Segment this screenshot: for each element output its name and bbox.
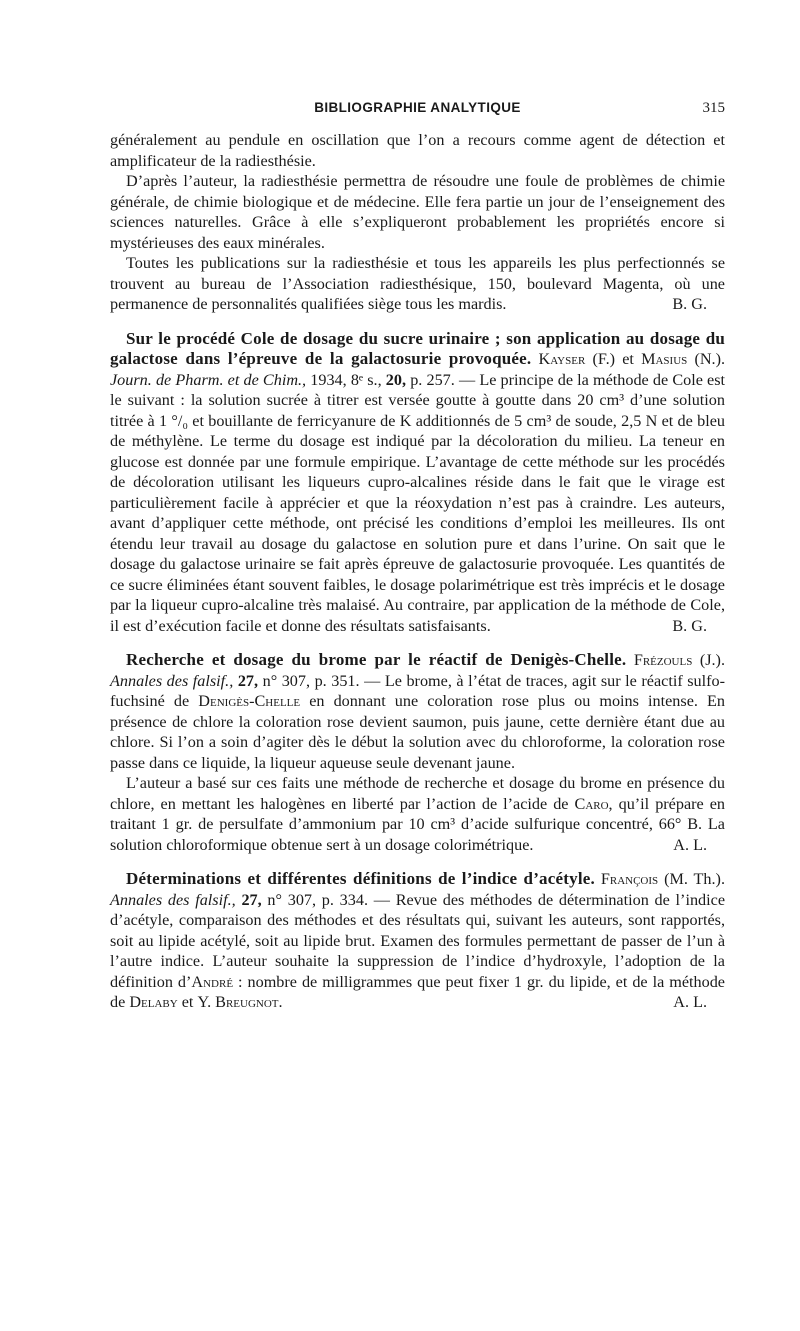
volume-number: 27, (241, 890, 262, 909)
author-name: Frézouls (633, 651, 693, 669)
page-number: 315 (702, 100, 725, 116)
volume-number: 20, (385, 370, 407, 389)
article-body: en donnant une coloration rose plus ou moins intense. En présence de chlore la coloration rose devient saumon, puis jaune, cette dernière étant due au chlore. Si l’on a soin d’agiter dès le début la solution avec du chloroforme, la coloration rose passe dans ce liquide, la liqueur aqueuse seule devenant jaune. (110, 692, 726, 772)
author-initials: (M. Th.). (664, 870, 725, 888)
conjunction: et (181, 993, 194, 1011)
article-body: L’auteur a basé sur ces faits une méthode de recherche et dosage du brome en présence du chlore, en mettant les halogènes en liberté par l’action de l’acide de (110, 774, 725, 813)
article-cole (110, 329, 725, 637)
journal-name: Annales des falsif., (110, 890, 236, 909)
author-initials: (F.) (592, 350, 616, 368)
reference-name: Delaby (129, 993, 178, 1011)
article-signature: A. L. (673, 993, 707, 1011)
intro-signature: B. G. (672, 295, 707, 313)
article-body: Le brome, à l’état de traces, agit sur le réactif sulfo-fuchsiné de (110, 671, 726, 710)
page-ref: p. 257. — (410, 370, 476, 389)
page-header (110, 100, 725, 122)
article-brome-paragraph-1 (110, 650, 725, 773)
journal-name: Annales des falsif., (110, 671, 234, 690)
article-acetyle (110, 869, 725, 1013)
reference-name: Denigès-Chelle (198, 692, 301, 710)
intro-paragraph-2: D’après l’auteur, la radiesthésie permettra de résoudre une foule de problèmes de chimie générale, de chimie biologique et de médecine. Elle fera partie un jour de l’enseignement des sciences naturelles. Grâce à elle s’expliqueront probablement les propriétés encore si mystérieuses des eaux minérales. (110, 172, 725, 252)
reference-name: Caro (574, 794, 609, 813)
page-body (110, 130, 725, 1013)
author-name: François (600, 870, 659, 888)
article-cole-paragraph (110, 329, 725, 637)
volume-number: 27, (237, 671, 259, 690)
article-title: Recherche et dosage du brome par le réactif de Denigès-Chelle. (126, 650, 627, 669)
article-title: Déterminations et différentes définitions de l’indice d’acétyle. (126, 869, 595, 888)
article-body: , qu’il prépare en traitant 1 gr. de persulfate d’ammonium par 10 cm³ d’acide sulfurique concentré, 66° B. La solution chloroformique obtenue sert à un dosage colorimétrique. (110, 794, 726, 854)
intro-section (110, 130, 725, 315)
page-ref: n° 307, p. 351. — (262, 671, 381, 690)
journal-name: Journ. de Pharm. et de Chim., (110, 370, 307, 389)
article-body: Revue des méthodes de détermination de l’indice d’acétyle, comparaison des méthodes et des résultats qui, suivant les auteurs, sont rapportés, soit au lipide acétylé, soit au lipide brut. Examen des formules permettant de passer de l’un à l’autre indice. L’auteur souhaite la suppression de l’indice d’hydroxyle, l’adoption de la définition d’ (110, 890, 725, 991)
running-title: BIBLIOGRAPHIE ANALYTIQUE (314, 100, 521, 115)
article-body: : nombre de milligrammes que peut fixer 1 gr. du lipide, et de la méthode de (110, 972, 725, 1011)
article-signature: B. G. (672, 616, 707, 635)
article-body: Le principe de la méthode de Cole est le suivant : la solution sucrée à titrer est versée goutte à goutte dans 20 cm³ d’une solution titrée à 1 °/₀ et bouillante de ferricyanure de K additionnés de 5 cm³ de soude, 2,5 N et de bleu de méthylène. Le terme du dosage est indiqué par la décoloration du milieu. La teneur en glucose est donnée par une formule empirique. L’avantage de cette méthode sur les procédés de décoloration utilisant les liqueurs cupro-alcalines réside dans le fait que le virage est particulièrement facile à apprécier et que la réoxydation n’est pas à craindre. Les auteurs, avant d’appliquer cette méthode, ont précisé les conditions d’emploi les meilleures. Ils ont étendu leur travail au dosage du galactose en solution pure et dans l’urine. On sait que le dosage du galactose urinaire se fait après épreuve de galactosurie provoquée. Les quantités de ce sucre éliminées étant souvent faibles, le dosage polarimétrique est très imprécis et le dosage par la liqueur cupro-alcaline très malaisé. Au contraire, par application de la méthode de Cole, il est d’exécution facile et donne des résultats satisfaisants. (110, 370, 726, 635)
year-series: 1934, 8ᵉ s., (310, 370, 382, 389)
author-name: Kayser (538, 350, 586, 368)
author-name: Masius (641, 350, 688, 368)
article-brome (110, 650, 725, 855)
article-signature: A. L. (673, 835, 707, 854)
article-title: Sur le procédé Cole de dosage du sucre urinaire ; son application au dosage du galactose dans l’épreuve de la galactosurie provoquée. (110, 328, 725, 368)
conjunction: et (622, 350, 634, 368)
article-acetyle-paragraph (110, 869, 725, 1013)
author-initials: (J.). (699, 651, 725, 669)
reference-name: André (191, 972, 234, 991)
reference-name: Y. Breugnot. (197, 993, 283, 1011)
intro-paragraph-1: généralement au pendule en oscillation que l’on a recours comme agent de détection et amplificateur de la radiesthésie. (110, 131, 725, 170)
page-ref: n° 307, p. 334. — (267, 890, 390, 909)
intro-paragraph-3: Toutes les publications sur la radiesthésie et tous les appareils les plus perfectionnés se trouvent au bureau de l’Association radiesthésique, 150, boulevard Magenta, où une permanence de personnalités qualifiées siège tous les mardis. (110, 254, 725, 313)
author-initials: (N.). (694, 350, 726, 368)
